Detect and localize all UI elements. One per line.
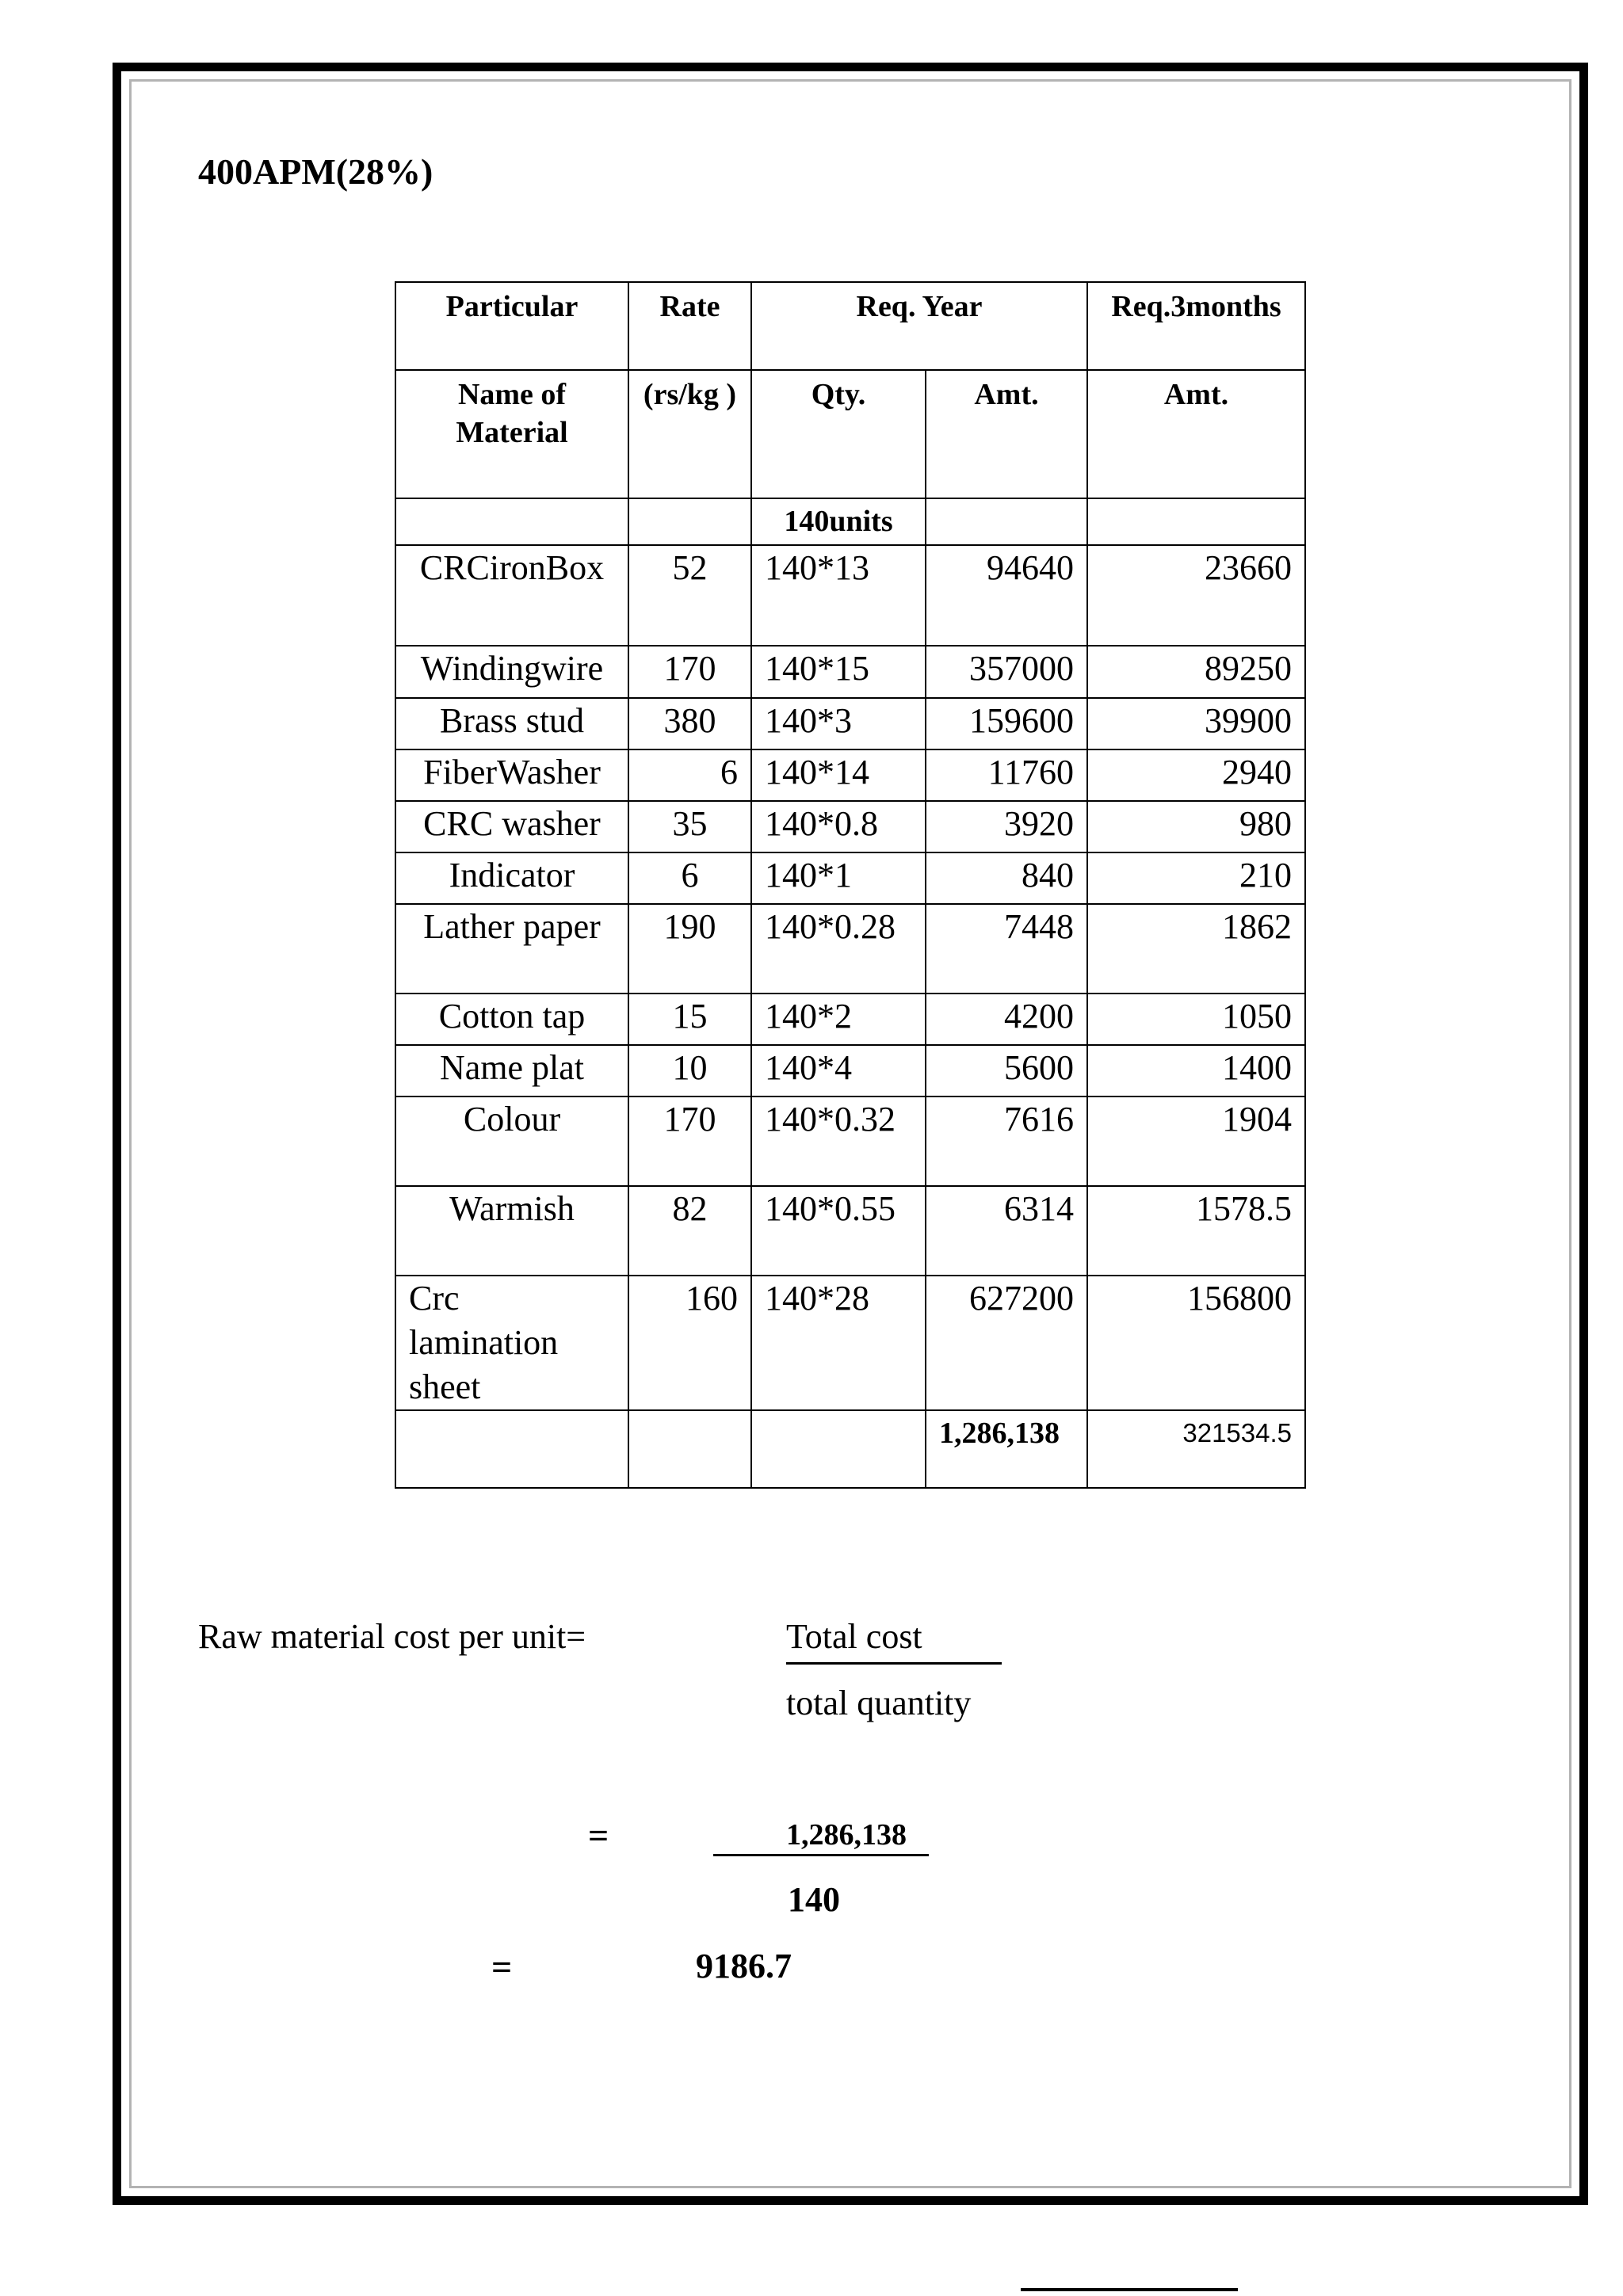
total-amt-year: 1,286,138 (926, 1410, 1087, 1488)
material-qty: 140*0.55 (751, 1186, 926, 1276)
material-qty: 140*28 (751, 1276, 926, 1410)
material-qty: 140*2 (751, 994, 926, 1045)
material-amt-year: 159600 (926, 698, 1087, 749)
material-rate: 170 (628, 1097, 751, 1186)
material-qty: 140*13 (751, 545, 926, 646)
table-row (395, 994, 1305, 1045)
total-amt-3months: 321534.5 (1087, 1410, 1305, 1488)
material-qty: 140*0.28 (751, 904, 926, 994)
table-row (395, 1045, 1305, 1097)
material-amt-3months: 89250 (1087, 646, 1305, 698)
calc-denominator: 140 (788, 1880, 840, 1919)
material-rate: 35 (628, 801, 751, 852)
calc-fraction-line (713, 1854, 929, 1856)
material-qty: 140*3 (751, 698, 926, 749)
material-amt-year: 5600 (926, 1045, 1087, 1097)
material-name: Name plat (395, 1045, 628, 1097)
total-empty-cell (395, 1410, 628, 1488)
units-empty-cell (926, 498, 1087, 545)
header-units: 140units (751, 498, 926, 545)
table-row (395, 801, 1305, 852)
material-amt-year: 6314 (926, 1186, 1087, 1276)
total-empty-cell (628, 1410, 751, 1488)
table-subheader-row (395, 370, 1305, 498)
header-req-3months: Req.3months (1087, 282, 1305, 370)
header-rate-unit: (rs/kg ) (628, 370, 751, 498)
material-qty: 140*0.8 (751, 801, 926, 852)
material-amt-3months: 156800 (1087, 1276, 1305, 1410)
units-empty-cell (395, 498, 628, 545)
material-qty: 140*4 (751, 1045, 926, 1097)
material-rate: 82 (628, 1186, 751, 1276)
equals-sign: = (491, 1947, 513, 1987)
material-name: Warmish (395, 1186, 628, 1276)
material-rate: 52 (628, 545, 751, 646)
material-amt-year: 7448 (926, 904, 1087, 994)
material-amt-3months: 210 (1087, 852, 1305, 904)
header-name-of-material: Name of Material (395, 370, 628, 498)
raw-material-table (395, 281, 1306, 1489)
material-name: Lather paper (395, 904, 628, 994)
table-header-row (395, 282, 1305, 370)
material-amt-3months: 980 (1087, 801, 1305, 852)
material-amt-3months: 1862 (1087, 904, 1305, 994)
material-rate: 6 (628, 749, 751, 801)
equals-sign: = (588, 1815, 609, 1855)
material-rate: 15 (628, 994, 751, 1045)
material-amt-3months: 1400 (1087, 1045, 1305, 1097)
result-value: 9186.7 (696, 1947, 792, 1985)
material-qty: 140*1 (751, 852, 926, 904)
material-amt-year: 11760 (926, 749, 1087, 801)
material-name: Brass stud (395, 698, 628, 749)
header-rate: Rate (628, 282, 751, 370)
table-row (395, 852, 1305, 904)
material-amt-3months: 23660 (1087, 545, 1305, 646)
material-rate: 170 (628, 646, 751, 698)
table-total-row (395, 1410, 1305, 1488)
table-units-row (395, 498, 1305, 545)
material-amt-3months: 2940 (1087, 749, 1305, 801)
formula-numerator: Total cost (786, 1617, 922, 1656)
material-amt-year: 4200 (926, 994, 1087, 1045)
header-amt-year: Amt. (926, 370, 1087, 498)
material-qty: 140*0.32 (751, 1097, 926, 1186)
material-amt-year: 3920 (926, 801, 1087, 852)
material-amt-year: 840 (926, 852, 1087, 904)
table-row (395, 749, 1305, 801)
material-name: Colour (395, 1097, 628, 1186)
header-req-year: Req. Year (751, 282, 1087, 370)
material-name: CRCironBox (395, 545, 628, 646)
table-row (395, 646, 1305, 698)
material-qty: 140*15 (751, 646, 926, 698)
material-name: Cotton tap (395, 994, 628, 1045)
material-amt-3months: 1578.5 (1087, 1186, 1305, 1276)
table-row (395, 1276, 1305, 1410)
material-amt-year: 94640 (926, 545, 1087, 646)
header-particular: Particular (395, 282, 628, 370)
calc-numerator: 1,286,138 (786, 1818, 907, 1852)
header-qty: Qty. (751, 370, 926, 498)
material-amt-year: 357000 (926, 646, 1087, 698)
material-rate: 380 (628, 698, 751, 749)
formula-denominator: total quantity (786, 1684, 972, 1722)
material-amt-3months: 39900 (1087, 698, 1305, 749)
footer-rule (1021, 2288, 1238, 2291)
material-rate: 190 (628, 904, 751, 994)
units-empty-cell (628, 498, 751, 545)
formula-fraction-line (786, 1662, 1002, 1665)
table-row (395, 1186, 1305, 1276)
material-name: Windingwire (395, 646, 628, 698)
table-row (395, 545, 1305, 646)
units-empty-cell (1087, 498, 1305, 545)
table-row (395, 1097, 1305, 1186)
material-name: Indicator (395, 852, 628, 904)
table-row (395, 698, 1305, 749)
header-amt-3months: Amt. (1087, 370, 1305, 498)
material-rate: 10 (628, 1045, 751, 1097)
formula-label: Raw material cost per unit= (198, 1617, 586, 1656)
material-name: CRC washer (395, 801, 628, 852)
material-name: Crc lamination sheet (395, 1276, 628, 1410)
material-rate: 160 (628, 1276, 751, 1410)
document-title: 400APM(28%) (198, 151, 433, 192)
material-rate: 6 (628, 852, 751, 904)
material-amt-year: 627200 (926, 1276, 1087, 1410)
material-amt-year: 7616 (926, 1097, 1087, 1186)
material-qty: 140*14 (751, 749, 926, 801)
table-row (395, 904, 1305, 994)
material-amt-3months: 1904 (1087, 1097, 1305, 1186)
total-empty-cell (751, 1410, 926, 1488)
material-amt-3months: 1050 (1087, 994, 1305, 1045)
material-name: FiberWasher (395, 749, 628, 801)
